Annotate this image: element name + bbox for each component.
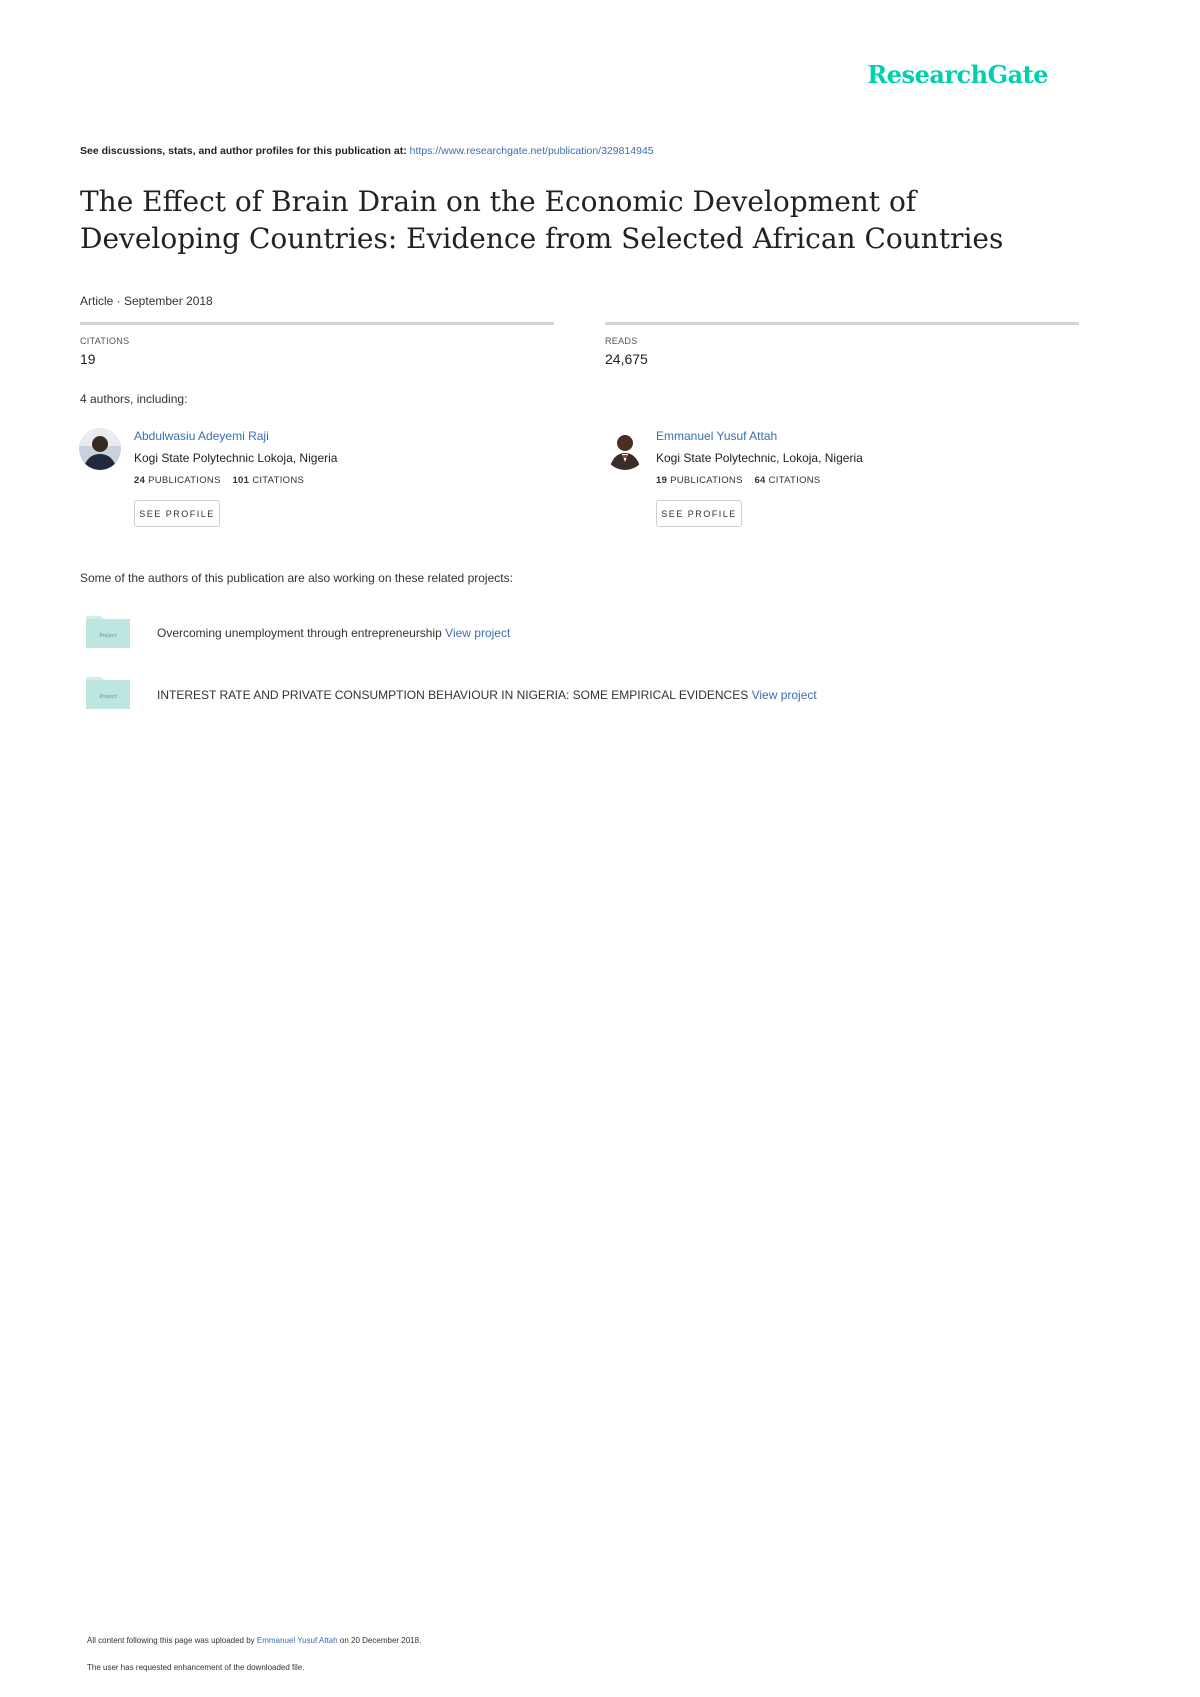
citations-label: CITATIONS (80, 336, 130, 346)
author-2-avatar[interactable] (604, 428, 646, 470)
citations-divider (80, 322, 554, 325)
author-2-publications-count: 19 (656, 475, 668, 486)
publication-title: The Effect of Brain Drain on the Economic Development of Developing Countries: Evidence from Selected African Countries (80, 185, 1004, 255)
author-1-citations-count: 101 (232, 475, 250, 486)
project-2-view-link[interactable]: View project (751, 688, 817, 702)
upload-note-suffix: on 20 December 2018. (337, 1636, 422, 1645)
related-projects-heading: Some of the authors of this publication are also working on these related projects: (80, 571, 513, 585)
author-2-see-profile-button[interactable]: SEE PROFILE (656, 500, 742, 527)
author-2-photo-icon (604, 428, 646, 470)
author-1-citations-label: CITATIONS (252, 475, 305, 486)
see-discussions-text: See discussions, stats, and author profiles for this publication at: (80, 145, 410, 157)
researchgate-logo[interactable]: ResearchGate (867, 60, 1048, 89)
project-2-row (157, 688, 817, 702)
publication-url-link[interactable]: https://www.researchgate.net/publication/329814945 (409, 145, 654, 157)
project-1-title: Overcoming unemployment through entrepreneurship (157, 626, 442, 640)
project-1-row (157, 626, 510, 640)
author-1-name-link[interactable]: Abdulwasiu Adeyemi Raji (134, 429, 269, 443)
author-2-affiliation: Kogi State Polytechnic, Lokoja, Nigeria (656, 451, 863, 465)
reads-value: 24,675 (605, 351, 648, 367)
project-1-folder-icon (85, 613, 131, 649)
author-1-affiliation: Kogi State Polytechnic Lokoja, Nigeria (134, 451, 338, 465)
author-2-citations-label: CITATIONS (768, 475, 821, 486)
upload-note (87, 1636, 421, 1645)
author-2-citations-count: 64 (754, 475, 766, 486)
reads-label: READS (605, 336, 638, 346)
authors-heading: 4 authors, including: (80, 392, 188, 406)
author-1-photo-icon (79, 428, 121, 470)
project-2-title: INTEREST RATE AND PRIVATE CONSUMPTION BEHAVIOUR IN NIGERIA: SOME EMPIRICAL EVIDENCES (157, 688, 749, 702)
author-1-see-profile-button[interactable]: SEE PROFILE (134, 500, 220, 527)
uploader-name-link[interactable]: Emmanuel Yusuf Attah (256, 1636, 338, 1645)
see-discussions-line (80, 145, 654, 157)
author-2-name-link[interactable]: Emmanuel Yusuf Attah (656, 429, 778, 443)
enhancement-note: The user has requested enhancement of the downloaded file. (87, 1663, 305, 1672)
project-2-icon-label: Project (99, 694, 117, 700)
publication-meta: Article · September 2018 (80, 294, 213, 308)
project-2-folder-icon (85, 674, 131, 710)
project-1-view-link[interactable]: View project (445, 626, 511, 640)
citations-value: 19 (80, 351, 96, 367)
author-1-publications-count: 24 (134, 475, 146, 486)
author-1-avatar[interactable] (79, 428, 121, 470)
reads-divider (605, 322, 1079, 325)
author-2-counts (656, 475, 821, 486)
author-1-publications-label: PUBLICATIONS (148, 475, 221, 486)
upload-note-prefix: All content following this page was uploaded by (87, 1636, 257, 1645)
project-1-icon-label: Project (99, 633, 117, 639)
author-2-publications-label: PUBLICATIONS (670, 475, 743, 486)
author-1-counts (134, 475, 304, 486)
